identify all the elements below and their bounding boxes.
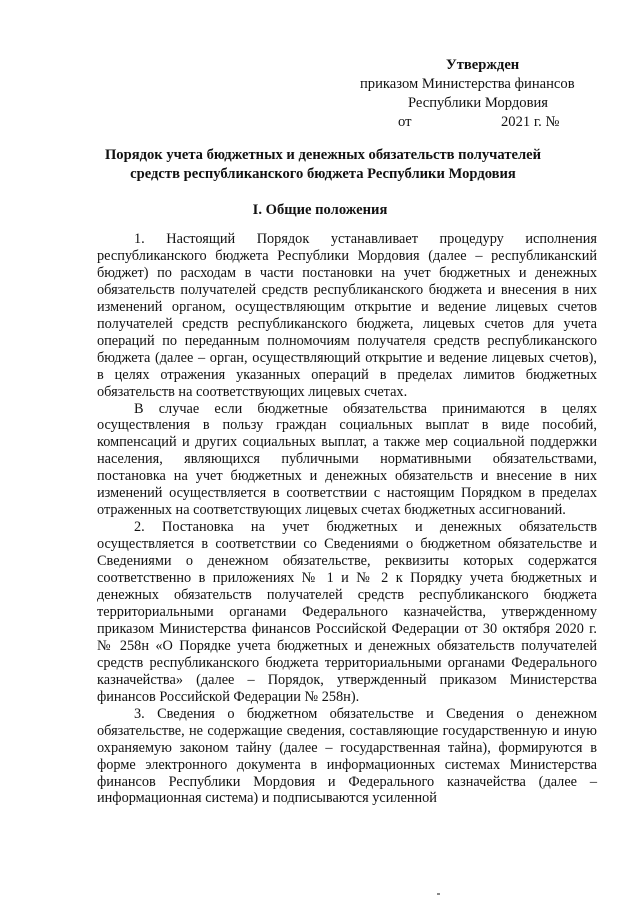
- document-body: [97, 231, 597, 807]
- approval-line-republic: Республики Мордовия: [408, 95, 549, 111]
- paragraph: 3. Сведения о бюджетном обязательстве и Сведения о денежном обязательстве, не содержащие сведения, составляющие государственную и иную охраняемую законом тайну (далее – государственная тайна), формируются в форме электронного документа в информационных системах Министерства финансов Республики Мордовия и Федерального казначейства (далее – информационная система) и подписываются усиленной: [97, 705, 597, 807]
- approval-line-order: приказом Министерства финансов: [360, 76, 575, 92]
- paragraph: 1. Настоящий Порядок устанавливает процедуру исполнения республиканского бюджета Республики Мордовия (далее – республиканский бюджет) по расходам в части постановки на учет бюджетных и денежных обязательств получателей средств республиканского бюджета и внесения в них изменений органом, осуществляющим открытие и ведение лицевых счетов получателей средств республиканского бюджета, лицевых счетов для учета операций по переданным полномочиям получателя средств республиканского бюджета (далее – орган, осуществляющий открытие и ведение лицевых счетов), в целях отражения указанных операций в пределах лимитов бюджетных обязательств на соответствующих лицевых счетах.: [97, 231, 597, 400]
- approval-line-date-prefix: от: [398, 114, 412, 130]
- paragraph: В случае если бюджетные обязательства принимаются в целях осуществления в пользу граждан социальных выплат в виде пособий, компенсаций и других социальных выплат, а также мер социальной поддержки населения, являющихся публичными нормативными обязательствами, постановка на учет бюджетных и денежных обязательств и внесение в них изменений осуществляется в соответствии с настоящим Порядком в пределах отраженных на соответствующих лицевых счетах бюджетных ассигнований.: [97, 400, 597, 519]
- document-title: Порядок учета бюджетных и денежных обязательств получателей средств республиканского бюджета Республики Мордовия: [104, 147, 542, 182]
- paragraph: 2. Постановка на учет бюджетных и денежных обязательств осуществляется в соответствии со Сведениями о бюджетном обязательстве и Сведениями о денежном обязательстве, реквизиты которых содержатся соответственно в приложениях № 1 и № 2 к Порядку учета бюджетных и денежных обязательств получателей средств республиканского бюджета территориальными органами Федерального казначейства, утвержденному приказом Министерства финансов Российской Федерации от 30 октября 2020 г. № 258н «О Порядке учета бюджетных и денежных обязательств получателей средств республиканского бюджета территориальными органами Федерального казначейства» (далее – Порядок, утвержденный приказом Министерства финансов Российской Федерации № 258н).: [97, 519, 597, 705]
- scan-speck: [437, 893, 440, 895]
- approval-line-year-number: 2021 г. №: [501, 114, 560, 130]
- section-heading: I. Общие положения: [252, 202, 388, 218]
- approval-title: Утвержден: [446, 57, 520, 73]
